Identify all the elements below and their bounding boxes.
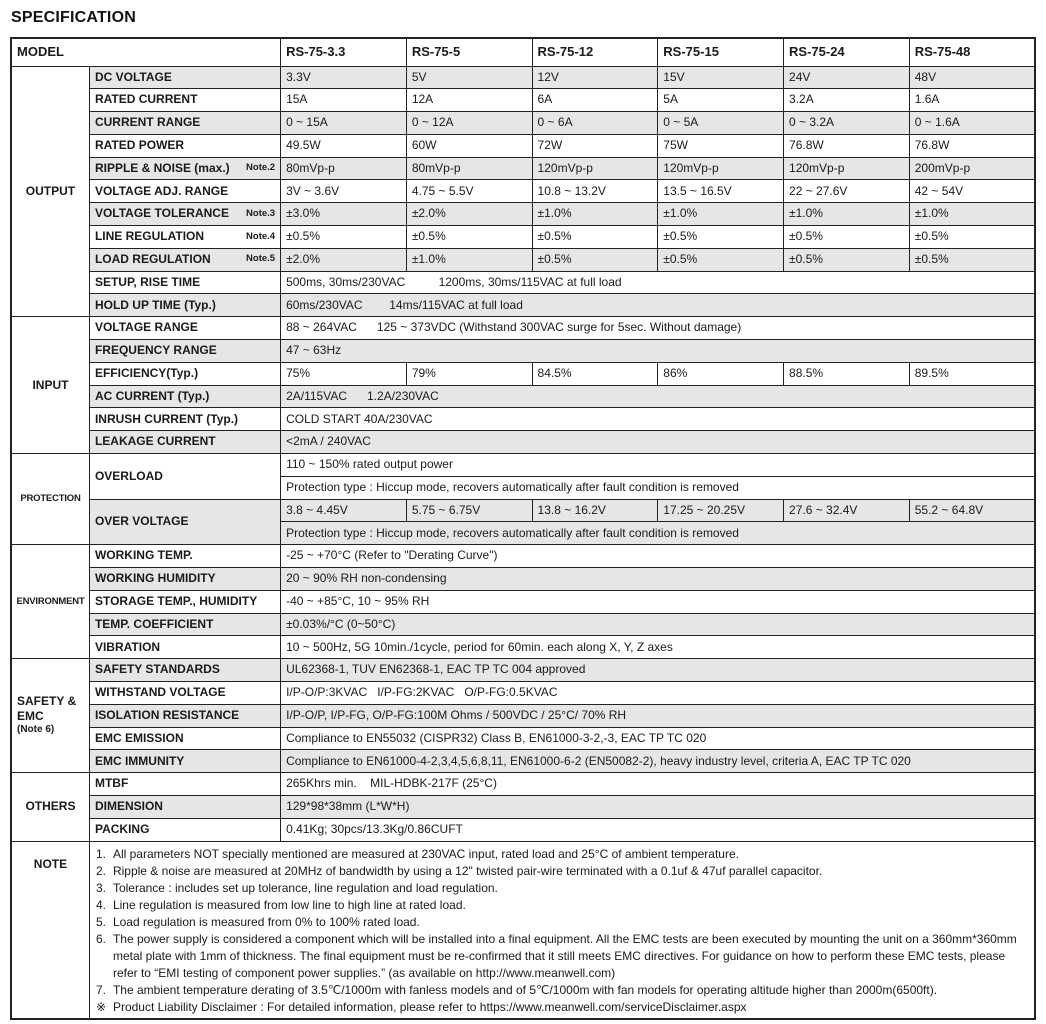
spec-value-cell: <2mA / 240VAC [281,431,1035,454]
spec-label-cell [89,203,280,226]
spec-label-cell [89,704,280,727]
label-wrap [95,595,275,608]
spec-row [11,317,1035,340]
spec-value-cell: ±0.5% [281,226,407,249]
label-wrap [95,116,275,129]
label-wrap [95,709,275,722]
spec-label: RATED CURRENT [94,92,198,107]
spec-value-cell: 0 ~ 15A [281,112,407,135]
spec-value-cell: 22 ~ 27.6V [784,180,910,203]
spec-value-cell: 4.75 ~ 5.5V [406,180,532,203]
spec-value-cell: 88 ~ 264VAC 125 ~ 373VDC (Withstand 300VAC surge for 5sec. Without damage) [281,317,1035,340]
note-text: The ambient temperature derating of 3.5℃/1000m with fanless models and of 5℃/1000m with fan models for operating altitude higher than 2000m(6500ft). [112,982,938,997]
spec-value-cell: -25 ~ +70°C (Refer to "Derating Curve") [281,545,1035,568]
section-label-protection [11,454,89,545]
note-text: Load regulation is measured from 0% to 100% rated load. [112,914,420,929]
spec-label-cell [89,89,280,112]
spec-label-cell [89,362,280,385]
label-wrap [95,470,275,483]
note-text: Ripple & noise are measured at 20MHz of bandwidth by using a 12" twisted pair-wire terminated with a 0.1uf & 47uf parallel capacitor. [112,863,823,878]
spec-label: OVERLOAD [94,468,163,483]
model-header-row [11,38,1035,66]
spec-row [11,248,1035,271]
spec-label-cell [89,340,280,363]
spec-label: SETUP, RISE TIME [94,274,201,289]
spec-value-cell: 10.8 ~ 13.2V [532,180,658,203]
section-label-environment [11,545,89,659]
spec-value-cell: 79% [406,362,532,385]
spec-label-cell [89,796,280,819]
spec-value-cell: ±0.5% [658,226,784,249]
label-wrap [95,618,275,631]
spec-row [11,112,1035,135]
spec-row [11,66,1035,89]
spec-label: HOLD UP TIME (Typ.) [94,297,216,312]
label-wrap [95,413,275,426]
note-number: 1. [95,846,106,861]
label-wrap [95,390,275,403]
spec-value-cell: 42 ~ 54V [909,180,1035,203]
label-wrap [95,367,275,380]
label-wrap [95,549,275,562]
spec-label-cell [89,157,280,180]
spec-label-cell [89,499,280,545]
spec-value-cell: Protection type : Hiccup mode, recovers automatically after fault condition is removed [281,476,1035,499]
label-wrap [95,686,275,699]
note-item [96,846,1028,863]
spec-row [11,750,1035,773]
spec-label: EMC IMMUNITY [94,753,185,768]
spec-value-cell: 5.75 ~ 6.75V [406,499,532,522]
label-wrap [95,344,275,357]
section-label-line: SAFETY & [17,694,77,709]
spec-label: FREQUENCY RANGE [94,343,217,358]
section-label-line: EMC [17,709,44,724]
note-ref: Note.4 [246,230,276,242]
spec-row [11,727,1035,750]
spec-value-cell: I/P-O/P, I/P-FG, O/P-FG:100M Ohms / 500VDC / 25°C/ 70% RH [281,704,1035,727]
spec-row [11,613,1035,636]
spec-table-body [11,38,1035,1019]
spec-row [11,590,1035,613]
label-wrap [95,185,275,198]
spec-value-cell: ±1.0% [658,203,784,226]
note-text: All parameters NOT specially mentioned are measured at 230VAC input, rated load and 25°C of ambient temperature. [112,846,739,861]
spec-label-cell [89,294,280,317]
note-item [96,880,1028,897]
spec-value-cell: 76.8W [909,134,1035,157]
spec-label: CURRENT RANGE [94,115,201,130]
note-number: 5. [95,914,106,929]
spec-label-cell [89,385,280,408]
spec-label: VOLTAGE TOLERANCE [94,206,229,221]
spec-label-cell [89,545,280,568]
label-wrap [95,641,275,654]
note-number: 4. [95,897,106,912]
note-number: 6. [95,931,106,946]
spec-value-cell: 3.8 ~ 4.45V [281,499,407,522]
spec-value-cell: ±0.5% [784,248,910,271]
spec-label: SAFETY STANDARDS [94,662,220,677]
spec-value-cell: 0 ~ 5A [658,112,784,135]
model-name: RS-75-48 [909,38,1035,66]
spec-label-cell [89,613,280,636]
spec-label: VOLTAGE ADJ. RANGE [94,183,229,198]
spec-value-cell: 10 ~ 500Hz, 5G 10min./1cycle, period for 60min. each along X, Y, Z axes [281,636,1035,659]
section-label-output [11,66,89,317]
note-number: ※ [95,999,107,1014]
spec-value-cell: 13.8 ~ 16.2V [532,499,658,522]
note-content [89,841,1035,1019]
spec-label-cell [89,180,280,203]
spec-value-cell: 13.5 ~ 16.5V [658,180,784,203]
spec-label: LEAKAGE CURRENT [94,434,216,449]
spec-value-cell: 0.41Kg; 30pcs/13.3Kg/0.86CUFT [281,818,1035,841]
spec-label: VOLTAGE RANGE [94,320,198,335]
spec-label: DIMENSION [94,799,163,814]
spec-row [11,408,1035,431]
spec-value-cell: ±0.5% [658,248,784,271]
spec-value-cell: ±2.0% [406,203,532,226]
spec-label-cell [89,248,280,271]
spec-label-cell [89,271,280,294]
label-wrap [95,321,275,334]
spec-row [11,704,1035,727]
label-wrap [95,732,275,745]
section-label-line: ENVIRONMENT [16,595,85,607]
spec-value-cell: ±2.0% [281,248,407,271]
spec-value-cell: Protection type : Hiccup mode, recovers automatically after fault condition is removed [281,522,1035,545]
spec-value-cell: 1.6A [909,89,1035,112]
spec-label-cell [89,750,280,773]
note-text: Line regulation is measured from low line to high line at rated load. [112,897,466,912]
spec-value-cell: -40 ~ +85°C, 10 ~ 95% RH [281,590,1035,613]
spec-value-cell: ±3.0% [281,203,407,226]
label-wrap [95,663,275,676]
spec-label: TEMP. COEFFICIENT [94,616,214,631]
spec-row [11,796,1035,819]
spec-label-cell [89,773,280,796]
spec-value-cell: 24V [784,66,910,89]
spec-row [11,385,1035,408]
section-label-note: NOTE [11,841,89,1019]
spec-row [11,340,1035,363]
spec-value-cell: 72W [532,134,658,157]
spec-value-cell: 120mVp-p [658,157,784,180]
spec-value-cell: ±0.03%/°C (0~50°C) [281,613,1035,636]
note-ref: Note.2 [246,162,276,174]
label-wrap [95,162,275,175]
spec-value-cell: ±1.0% [909,203,1035,226]
note-item [96,931,1028,982]
spec-value-cell: 15A [281,89,407,112]
note-number: 2. [95,863,106,878]
spec-value-cell: 84.5% [532,362,658,385]
spec-value-cell: 5A [658,89,784,112]
label-wrap [95,253,275,266]
spec-label: LINE REGULATION [94,229,205,244]
spec-value-cell: 20 ~ 90% RH non-condensing [281,568,1035,591]
spec-value-cell: 120mVp-p [532,157,658,180]
spec-label: EMC EMISSION [94,730,184,745]
note-item [96,914,1028,931]
spec-label: PACKING [94,821,150,836]
model-name: RS-75-24 [784,38,910,66]
spec-label: AC CURRENT (Typ.) [94,388,210,403]
note-text: Tolerance : includes set up tolerance, line regulation and load regulation. [112,880,498,895]
note-ref: Note.5 [246,253,276,265]
note-item [96,897,1028,914]
note-number: 3. [95,880,106,895]
spec-label: OVER VOLTAGE [94,514,189,529]
spec-table [10,37,1036,1020]
spec-value-cell: 12A [406,89,532,112]
spec-label: EFFICIENCY(Typ.) [94,366,199,381]
spec-value-cell: 6A [532,89,658,112]
spec-value-cell: ±1.0% [784,203,910,226]
spec-row [11,226,1035,249]
model-name: RS-75-5 [406,38,532,66]
note-number: 7. [95,982,106,997]
spec-row [11,682,1035,705]
note-item [96,982,1028,999]
spec-value-cell: 129*98*38mm (L*W*H) [281,796,1035,819]
section-label-line: (Note 6) [17,724,55,736]
spec-label-cell [89,568,280,591]
spec-value-cell: 5V [406,66,532,89]
spec-value-cell: ±1.0% [406,248,532,271]
spec-value-cell: 76.8W [784,134,910,157]
spec-value-cell: 60ms/230VAC 14ms/115VAC at full load [281,294,1035,317]
label-wrap [95,755,275,768]
spec-label-cell [89,659,280,682]
note-text: Product Liability Disclaimer : For detailed information, please refer to https://www.meanwell.com/serviceDisclaimer.aspx [112,999,747,1014]
spec-value-cell: 2A/115VAC 1.2A/230VAC [281,385,1035,408]
spec-row [11,271,1035,294]
spec-value-cell: 265Khrs min. MIL-HDBK-217F (25°C) [281,773,1035,796]
spec-label-cell [89,727,280,750]
spec-value-cell: 80mVp-p [281,157,407,180]
spec-value-cell: 500ms, 30ms/230VAC 1200ms, 30ms/115VAC at full load [281,271,1035,294]
spec-value-cell: 80mVp-p [406,157,532,180]
spec-row [11,89,1035,112]
label-wrap [95,572,275,585]
spec-label-cell [89,226,280,249]
spec-label-cell [89,431,280,454]
spec-value-cell: 3.3V [281,66,407,89]
spec-row [11,134,1035,157]
spec-label: VIBRATION [94,639,161,654]
label-wrap [95,71,275,84]
label-wrap [95,800,275,813]
spec-row [11,568,1035,591]
spec-label: RATED POWER [94,138,185,153]
spec-value-cell: 88.5% [784,362,910,385]
spec-label-cell [89,818,280,841]
label-wrap [95,207,275,220]
spec-value-cell: 0 ~ 1.6A [909,112,1035,135]
spec-value-cell: 75% [281,362,407,385]
spec-label-cell [89,408,280,431]
spec-value-cell: UL62368-1, TUV EN62368-1, EAC TP TC 004 approved [281,659,1035,682]
note-row [11,841,1035,1019]
spec-value-cell: 12V [532,66,658,89]
label-wrap [95,823,275,836]
section-label-line: INPUT [32,377,69,392]
spec-value-cell: 0 ~ 6A [532,112,658,135]
spec-row [11,362,1035,385]
spec-label: ISOLATION RESISTANCE [94,707,240,722]
spec-value-cell: Compliance to EN61000-4-2,3,4,5,6,8,11, EN61000-6-2 (EN50082-2), heavy industry level, criteria A, EAC TP TC 020 [281,750,1035,773]
section-label-safety-emc [11,659,89,773]
spec-value-cell: 47 ~ 63Hz [281,340,1035,363]
page-title: SPECIFICATION [11,9,136,26]
spec-row [11,180,1035,203]
note-text: The power supply is considered a component which will be installed into a final equipment. All the EMC tests are been executed by mounting the unit on a 360mm*360mm metal plate with 1mm of thickness. The final equipment must be re-confirmed that it still meets EMC directives. For guidance on how to perform these EMC tests, please refer to “EMI testing of component power supplies.” (as available on http://www.meanwell.com) [112,931,1017,980]
spec-label-cell [89,317,280,340]
spec-value-cell: 86% [658,362,784,385]
spec-label-cell [89,682,280,705]
spec-value-cell: 200mVp-p [909,157,1035,180]
spec-value-cell: I/P-O/P:3KVAC I/P-FG:2KVAC O/P-FG:0.5KVAC [281,682,1035,705]
spec-value-cell: 3.2A [784,89,910,112]
section-label-input [11,317,89,454]
spec-label-cell [89,454,280,500]
spec-value-cell: 120mVp-p [784,157,910,180]
spec-value-cell: 110 ~ 150% rated output power [281,454,1035,477]
section-label-line: OUTPUT [25,183,76,198]
spec-row [11,818,1035,841]
model-name: RS-75-3.3 [281,38,407,66]
spec-label-cell [89,66,280,89]
spec-value-cell: COLD START 40A/230VAC [281,408,1035,431]
spec-label: LOAD REGULATION [94,252,211,267]
spec-label-cell [89,636,280,659]
spec-label: WORKING TEMP. [94,548,193,563]
label-wrap [95,515,275,528]
spec-label-cell [89,112,280,135]
spec-value-cell: 27.6 ~ 32.4V [784,499,910,522]
note-item [96,999,1028,1016]
spec-row [11,294,1035,317]
spec-row [11,454,1035,477]
spec-row [11,431,1035,454]
spec-value-cell: ±0.5% [532,226,658,249]
spec-value-cell: 75W [658,134,784,157]
spec-value-cell: ±0.5% [532,248,658,271]
spec-value-cell: 60W [406,134,532,157]
spec-value-cell: ±0.5% [909,226,1035,249]
spec-value-cell: 3V ~ 3.6V [281,180,407,203]
spec-row [11,203,1035,226]
spec-label: STORAGE TEMP., HUMIDITY [94,594,258,608]
spec-value-cell: ±0.5% [406,226,532,249]
spec-label: WITHSTAND VOLTAGE [94,685,226,700]
spec-value-cell: ±0.5% [909,248,1035,271]
spec-value-cell: 17.25 ~ 20.25V [658,499,784,522]
section-label-others [11,773,89,841]
section-label-line: PROTECTION [20,493,81,505]
spec-row [11,157,1035,180]
spec-value-cell: 15V [658,66,784,89]
spec-row [11,659,1035,682]
spec-label-cell [89,134,280,157]
spec-value-cell: 0 ~ 12A [406,112,532,135]
spec-label: MTBF [94,776,129,791]
label-wrap [95,93,275,106]
spec-value-cell: ±1.0% [532,203,658,226]
label-wrap [95,276,275,289]
spec-row [11,499,1035,522]
model-name: RS-75-12 [532,38,658,66]
spec-value-cell: ±0.5% [784,226,910,249]
spec-value-cell: 0 ~ 3.2A [784,112,910,135]
spec-row [11,545,1035,568]
spec-label-cell [89,590,280,613]
label-wrap [95,777,275,790]
spec-label: RIPPLE & NOISE (max.) [94,160,230,175]
spec-label: WORKING HUMIDITY [94,571,216,586]
section-label-line: OTHERS [25,799,76,814]
spec-row [11,636,1035,659]
label-wrap [95,230,275,243]
label-wrap [95,299,275,312]
spec-value-cell: Compliance to EN55032 (CISPR32) Class B, EN61000-3-2,-3, EAC TP TC 020 [281,727,1035,750]
note-ref: Note.3 [246,207,276,219]
spec-label: DC VOLTAGE [94,69,172,84]
label-wrap [95,139,275,152]
spec-value-cell: 89.5% [909,362,1035,385]
spec-row [11,773,1035,796]
label-wrap [95,435,275,448]
note-item [96,863,1028,880]
model-header-label: MODEL [11,38,281,66]
spec-value-cell: 49.5W [281,134,407,157]
spec-label: INRUSH CURRENT (Typ.) [94,411,239,426]
spec-value-cell: 48V [909,66,1035,89]
spec-value-cell: 55.2 ~ 64.8V [909,499,1035,522]
model-name: RS-75-15 [658,38,784,66]
